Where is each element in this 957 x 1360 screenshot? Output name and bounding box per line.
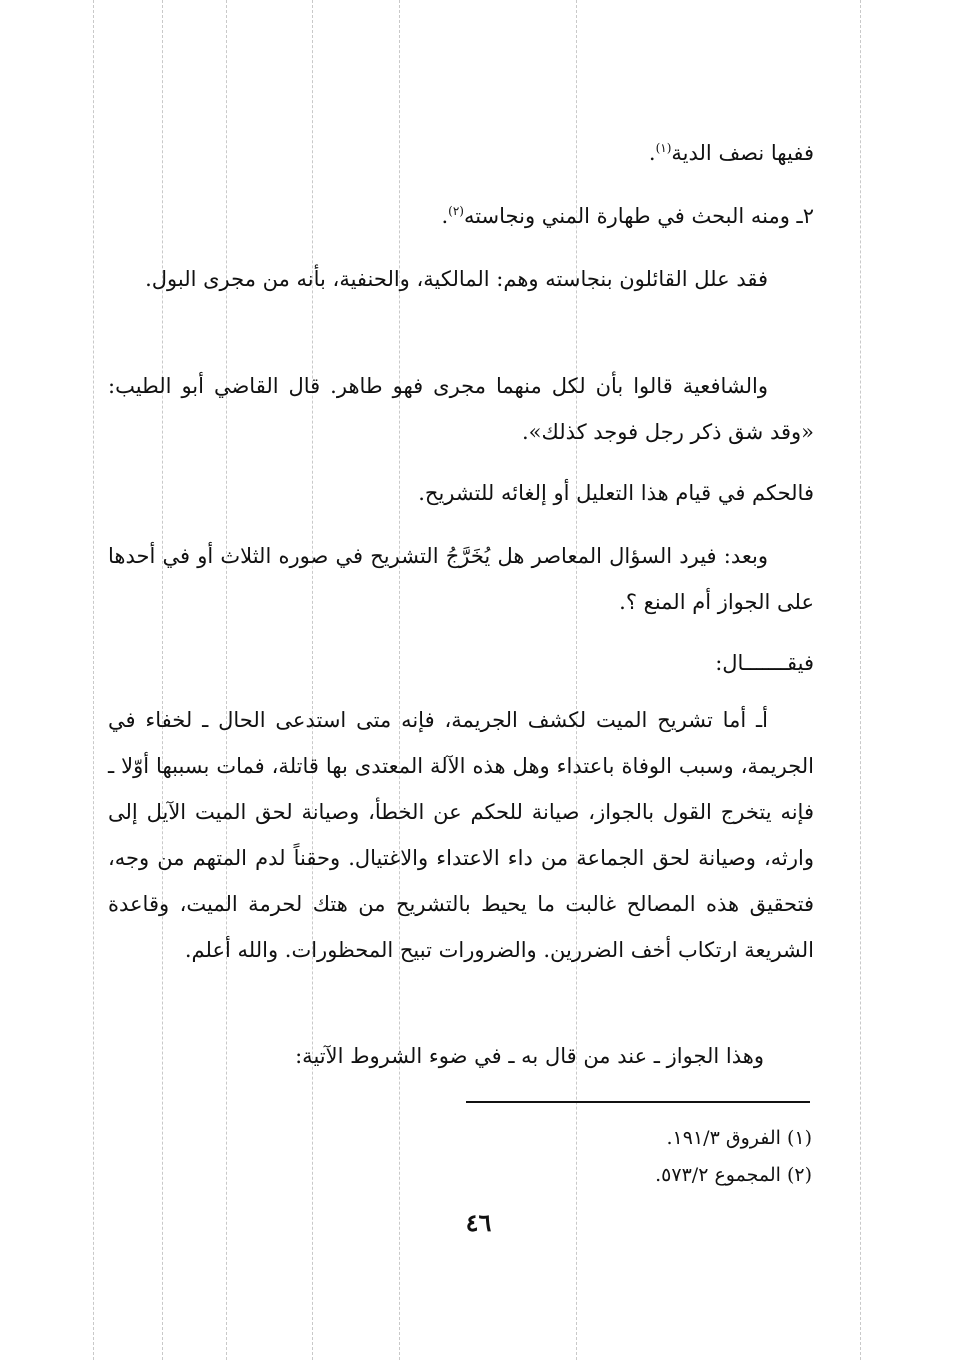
paragraph-6: وبعد: فيرد السؤال المعاصر هل يُخَرَّجُ التشريح في صوره الثلاث أو في أحدها على الجواز أم المنع ؟. — [108, 544, 814, 614]
paragraph-1-end: . — [648, 141, 656, 165]
page-number: ٤٦ — [465, 1208, 492, 1237]
paragraph-8: أـ أما تشريح الميت لكشف الجريمة، فإنه متى استدعى الحال ـ لخفاء في الجريمة، وسبب الوفاة باعتداء وهل هذه الآلة المعتدى بها قاتلة، فمات بسببها أوّلا ـ فإنه يتخرج القول بالجواز، صيانة للحكم عن الخطأ، وصيانة لحق الميت الآيل إلى وارثه، وصيانة لحق الجماعة من داء الاعتداء والاغتيال. وحقناً لدم المتهم من وجه، فتحقيق هذه المصالح غالبت ما يحيط بالتشريح من هتك لحرمة الميت، وقاعدة الشريعة ارتكاب أخف الضررين. والضرورات تبيح المحظورات. والله أعلم. — [108, 708, 814, 962]
footnote-1: (١) الفروق ١٩١/٣. — [666, 1127, 812, 1149]
scan-guide-line — [860, 0, 861, 1360]
scan-guide-line — [226, 0, 227, 1360]
paragraph-7: فيقـــــــال: — [715, 651, 814, 675]
paragraph-9: وهذا الجواز ـ عند من قال به ـ في ضوء الشروط الآتية: — [295, 1044, 764, 1068]
paragraph-2-text: ٢ـ ومنه البحث في طهارة المني ونجاسته — [463, 204, 814, 228]
footnote-marker-2: (٢) — [448, 204, 464, 218]
paragraph-5: فالحكم في قيام هذا التعليل أو إلغائه للتشريح. — [418, 481, 814, 505]
paragraph-2 — [441, 193, 814, 239]
scan-guide-line — [93, 0, 94, 1360]
paragraph-1-text: ففيها نصف الدية — [671, 141, 814, 165]
paragraph-3: فقد علل القائلون بنجاسته وهم: المالكية، والحنفية، بأنه من مجرى البول. — [145, 267, 768, 291]
footnote-marker-1: (١) — [655, 141, 672, 155]
paragraph-2-end: . — [441, 204, 449, 228]
footnote-2: (٢) المجموع ٥٧٣/٢. — [655, 1164, 812, 1186]
scan-guide-line — [312, 0, 313, 1360]
footnote-separator — [466, 1101, 810, 1103]
scan-guide-line — [399, 0, 400, 1360]
paragraph-1 — [649, 130, 814, 176]
scan-guide-line — [162, 0, 163, 1360]
paragraph-4: والشافعية قالوا بأن لكل منهما مجرى فهو طاهر. قال القاضي أبو الطيب: «وقد شق ذكر رجل فوجد كذلك». — [108, 374, 814, 444]
